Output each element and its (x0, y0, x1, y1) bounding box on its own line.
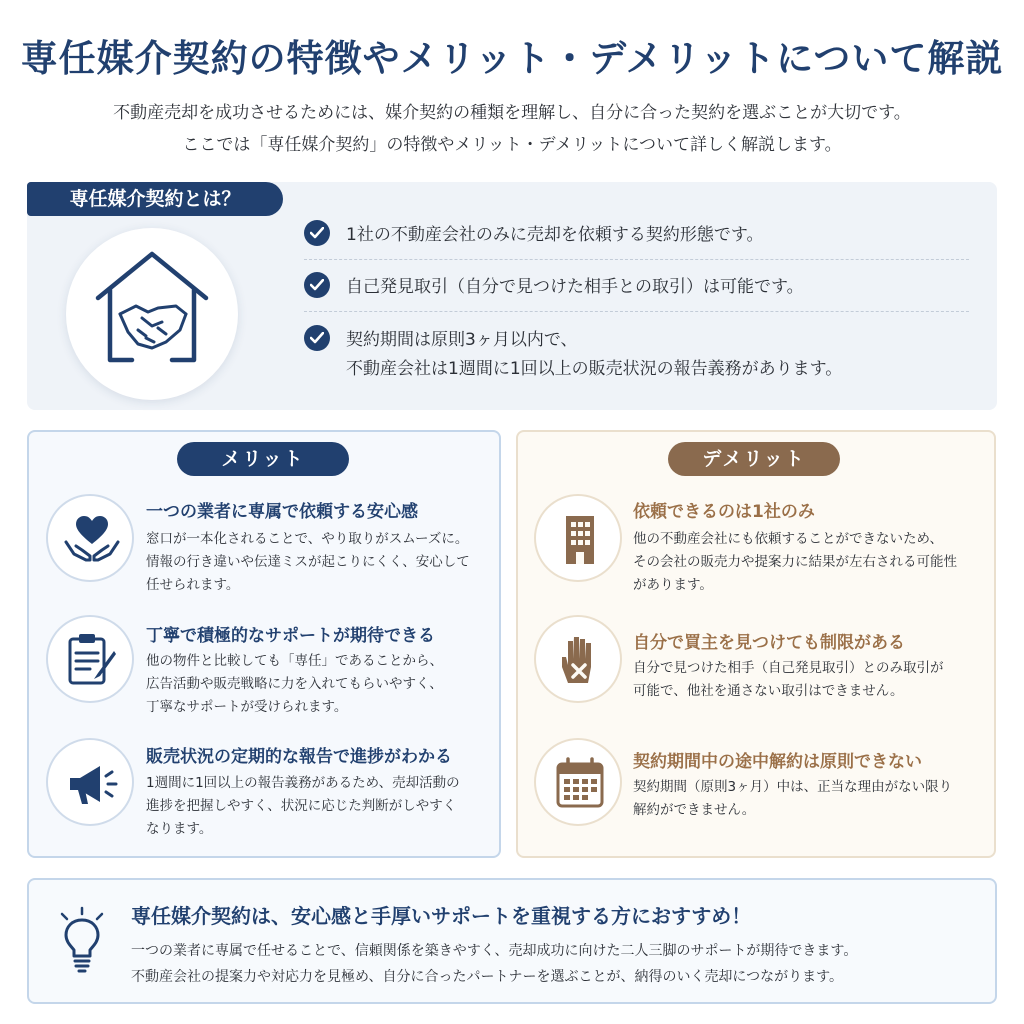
house-handshake-icon (66, 228, 238, 400)
merit-description: 1週間に1回以上の報告義務があるため、売却活動の 進捗を把握しやすく、状況に応じた判断がしやすく なります。 (146, 775, 460, 837)
merit-heading: 丁寧で積極的なサポートが期待できる (146, 626, 435, 646)
check-icon (304, 220, 330, 246)
definition-heading: 専任媒介契約とは？ (27, 182, 283, 216)
conclusion-line-2: 不動産会社の提案力や対応力を見極め、自分に合ったパートナーを選ぶことが、納得のいく売却につながります。 (131, 969, 844, 985)
demerit-description: 自分で見つけた相手（自己発見取引）とのみ取引が 可能で、他社を通さない取引はできません。 (633, 660, 944, 699)
demerit-description: 契約期間（原則3ヶ月）中は、正当な理由がない限り 解約ができません。 (633, 779, 953, 818)
check-icon (304, 272, 330, 298)
demerit-description: 他の不動産会社にも依頼することができないため、 その会社の販売力や提案力に結果が左右される可能性 があります。 (633, 531, 957, 593)
merit-description: 他の物件と比較しても「専任」であることから、 広告活動や販売戦略に力を入れてもらいやすく、 丁寧なサポートが受けられます。 (146, 653, 443, 715)
hand-x-icon (534, 615, 622, 703)
merit-label: メリット (177, 442, 349, 476)
merit-heading: 販売状況の定期的な報告で進捗がわかる (146, 747, 452, 767)
definition-point-text: 不動産会社は1週間に1回以上の販売状況の報告義務があります。 (346, 359, 843, 379)
demerit-heading: 自分で買主を見つけても制限がある (633, 633, 905, 653)
divider (304, 259, 969, 260)
building-icon (534, 494, 622, 582)
heart-hands-icon (46, 494, 134, 582)
demerit-label: デメリット (668, 442, 840, 476)
intro-line-1: 不動産売却を成功させるためには、媒介契約の種類を理解し、自分に合った契約を選ぶことが大切です。 (113, 103, 911, 123)
demerit-heading: 契約期間中の途中解約は原則できない (633, 752, 922, 772)
conclusion-heading: 専任媒介契約は、安心感と手厚いサポートを重視する方におすすめ！ (131, 904, 752, 928)
megaphone-icon (46, 738, 134, 826)
definition-point-text: 1社の不動産会社のみに売却を依頼する契約形態です。 (346, 225, 764, 245)
clipboard-pen-icon (46, 615, 134, 703)
page-title: 専任媒介契約の特徴やメリット・デメリットについて解説 (20, 36, 1004, 80)
definition-point-text: 自己発見取引（自分で見つけた相手との取引）は可能です。 (346, 277, 804, 297)
conclusion-line-1: 一つの業者に専属で任せることで、信頼関係を築きやすく、売却成功に向けた二人三脚のサポートが期待できます。 (131, 943, 858, 959)
intro-line-2: ここでは「専任媒介契約」の特徴やメリット・デメリットについて詳しく解説します。 (182, 135, 842, 155)
lightbulb-icon (58, 906, 106, 980)
divider (304, 311, 969, 312)
demerit-heading: 依頼できるのは1社のみ (633, 502, 815, 522)
merit-heading: 一つの業者に専属で依頼する安心感 (146, 502, 418, 522)
definition-point-text: 契約期間は原則3ヶ月以内で、 (346, 330, 578, 350)
calendar-icon (534, 738, 622, 826)
check-icon (304, 325, 330, 351)
merit-description: 窓口が一本化されることで、やり取りがスムーズに。 情報の行き違いや伝達ミスが起こりにくく、安心して 任せられます。 (146, 531, 470, 593)
